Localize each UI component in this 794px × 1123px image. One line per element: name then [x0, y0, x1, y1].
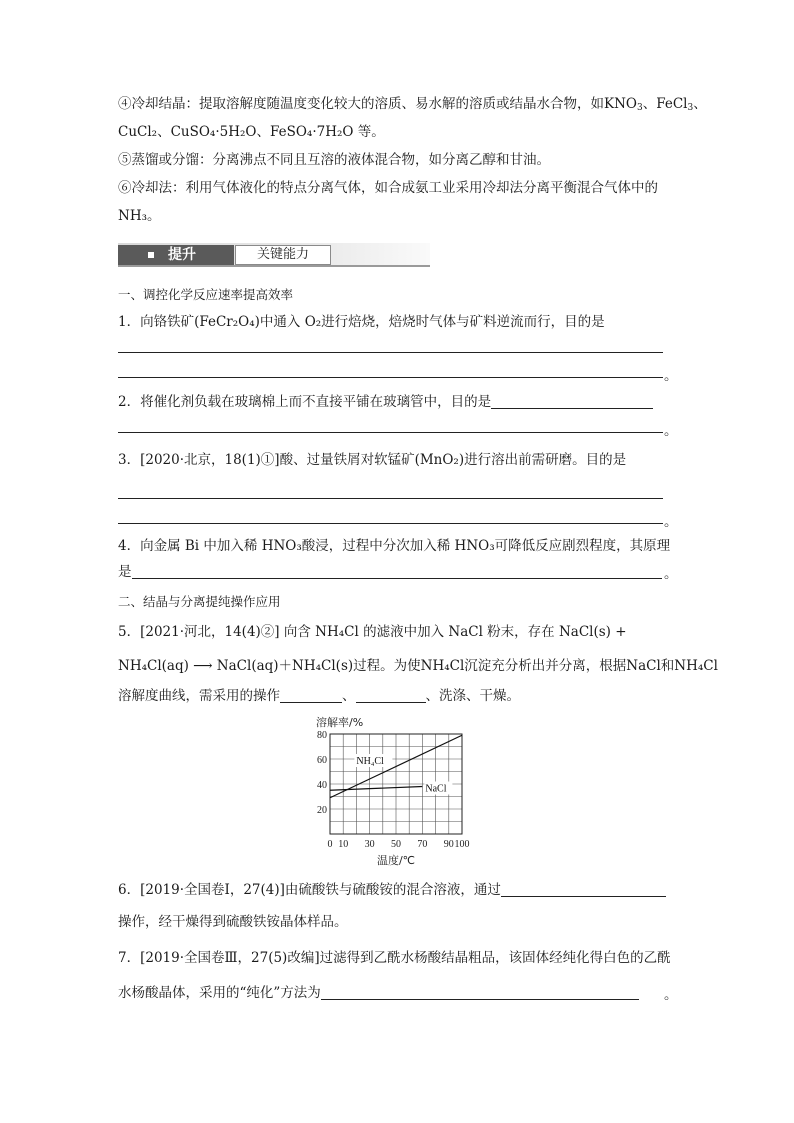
section-banner: [118, 243, 430, 267]
series-line-nacl: [330, 787, 422, 791]
answer-line[interactable]: [118, 498, 663, 499]
question-5-line-2: NH₄Cl(aq) ⟶ NaCl(aq)＋NH₄Cl(s)过程。为使NH₄Cl沉淀充分析出并分离，根据NaCl和NH₄Cl: [118, 658, 718, 674]
answer-line[interactable]: [118, 523, 663, 524]
question-6-line-2: 操作，经干燥得到硫酸铁铵晶体样品。: [118, 914, 348, 930]
period-mark: 。: [664, 514, 678, 530]
x-tick-label: 50: [391, 839, 401, 850]
series-label-nh4cl: NH₄Cl: [356, 756, 384, 767]
y-tick-label: 20: [317, 805, 327, 816]
question-4-line-2: 是: [118, 562, 662, 582]
y-axis-label: 溶解率/%: [316, 716, 364, 729]
question-1: 1．向铬铁矿(FeCr₂O₄)中通入 O₂进行焙烧，焙烧时气体与矿料逆流而行，目的是: [118, 314, 605, 330]
x-tick-label: 100: [454, 839, 470, 850]
intro-line-5: NH₃。: [118, 208, 161, 224]
question-7-line-1: 7．[2019·全国卷Ⅲ，27(5)改编]过滤得到乙酰水杨酸结晶粗品，该固体经纯化得白色的乙酰: [118, 950, 671, 966]
section-2-title: 二、结晶与分离提纯操作应用: [118, 594, 281, 609]
question-6-line-1: 6．[2019·全国卷Ⅰ，27(4)]由硫酸铁与硫酸铵的混合溶液，通过: [118, 880, 666, 900]
banner-dark-label: 提升: [118, 245, 234, 265]
x-tick-label: 90: [443, 839, 454, 850]
solubility-chart: [300, 712, 500, 867]
answer-line[interactable]: [118, 352, 663, 353]
y-tick-label: 40: [317, 780, 327, 791]
period-mark: 。: [664, 566, 678, 582]
section-1-title: 一、调控化学反应速率提高效率: [118, 287, 294, 302]
answer-blank[interactable]: [132, 564, 662, 579]
intro-line-3: ⑤蒸馏或分馏：分离沸点不同且互溶的液体混合物，如分离乙醇和甘油。: [118, 152, 550, 168]
banner-light-label: 关键能力: [235, 245, 331, 265]
intro-line-2: CuCl₂、CuSO₄·5H₂O、FeSO₄·7H₂O 等。: [118, 124, 385, 140]
square-icon: [148, 252, 154, 258]
y-tick-label: 60: [317, 755, 327, 766]
period-mark: 。: [664, 423, 678, 439]
answer-blank-2[interactable]: [356, 688, 426, 703]
question-2: 2．将催化剂负载在玻璃棉上而不直接平铺在玻璃管中，目的是: [118, 392, 653, 412]
question-5-line-1: 5．[2021·河北，14(4)②] 向含 NH₄Cl 的滤液中加入 NaCl 粉末，存在 NaCl(s) +: [118, 624, 627, 640]
series-label-nacl: NaCl: [425, 783, 447, 795]
intro-line-4: ⑥冷却法：利用气体液化的特点分离气体，如合成氨工业采用冷却法分离平衡混合气体中的: [118, 180, 658, 196]
y-tick-label: 80: [317, 730, 327, 741]
intro-line-1: ④冷却结晶：提取溶解度随温度变化较大的溶质、易水解的溶质或结晶水合物，如$KNO_3$、FeCl$_3$、: [118, 96, 707, 113]
answer-blank[interactable]: [501, 882, 666, 897]
answer-line[interactable]: [118, 377, 663, 378]
period-mark: 。: [664, 368, 678, 384]
intro-line-1-text: ④冷却结晶：提取溶解度随温度变化较大的溶质、易水解的溶质或结晶水合物，如KNO: [118, 96, 637, 112]
x-tick-label: 70: [417, 839, 428, 850]
question-7-line-2: 水杨酸晶体，采用的“纯化”方法为: [118, 983, 639, 1003]
x-tick-label: 30: [364, 839, 375, 850]
period-mark: 。: [664, 987, 678, 1003]
question-4-line-1: 4．向金属 Bi 中加入稀 HNO₃酸浸，过程中分次加入稀 HNO₃可降低反应剧烈程度，其原理: [118, 538, 671, 554]
answer-blank[interactable]: [321, 985, 639, 1000]
answer-blank[interactable]: [491, 394, 653, 409]
x-axis-label: 温度/℃: [376, 854, 416, 867]
question-3: 3．[2020·北京，18(1)①]酸、过量铁屑对软锰矿(MnO₂)进行溶出前需研磨。目的是: [118, 452, 627, 468]
x-tick-label: 0: [327, 839, 333, 850]
x-tick-label: 10: [338, 839, 349, 850]
answer-line[interactable]: [118, 432, 663, 433]
question-5-line-3: 溶解度曲线，需采用的操作 、 、洗涤、干燥。: [118, 688, 520, 704]
answer-blank-1[interactable]: [280, 688, 342, 703]
